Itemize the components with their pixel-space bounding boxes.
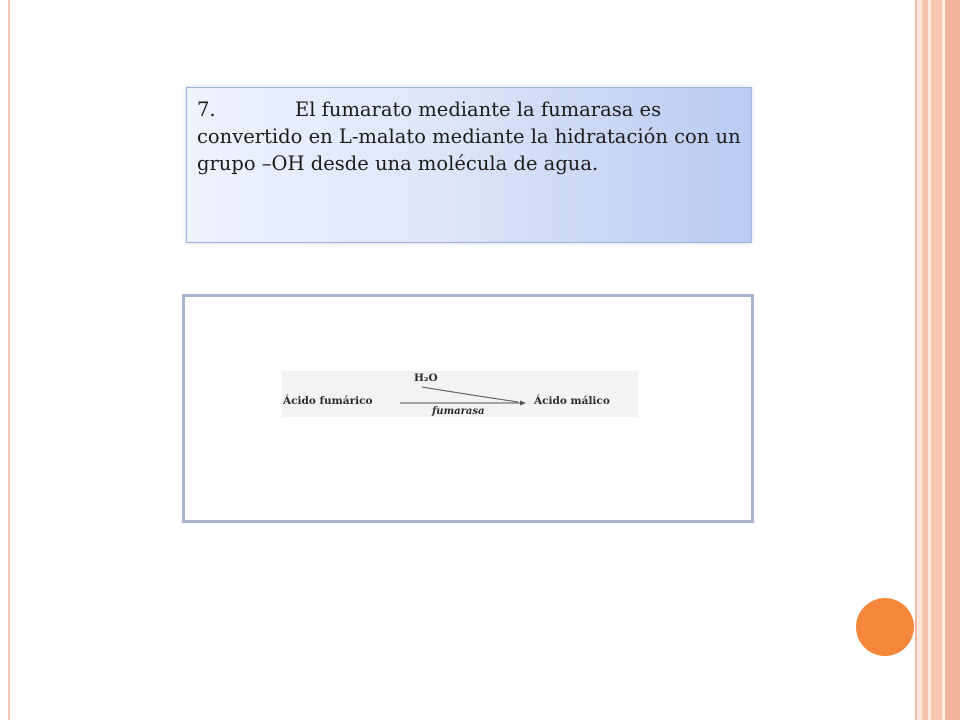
step-number: 7. — [197, 98, 216, 121]
water-curved-arrow — [422, 387, 518, 402]
decorative-circle — [856, 598, 914, 656]
step-text-box — [186, 87, 752, 243]
reaction-diagram — [282, 371, 638, 417]
reaction-arrowhead — [520, 401, 526, 406]
enzyme-label: fumarasa — [432, 406, 485, 417]
reactant-label: Ácido fumárico — [283, 395, 373, 407]
product-label: Ácido málico — [534, 395, 610, 407]
left-border-line — [8, 0, 10, 720]
right-decorative-stripes — [915, 0, 960, 720]
water-label: H₂O — [414, 372, 438, 384]
step-paragraph: El fumarato mediante la fumarasa es convertido en L-malato mediante la hidratación con un grupo –OH desde una molécula de agua. — [197, 98, 741, 175]
